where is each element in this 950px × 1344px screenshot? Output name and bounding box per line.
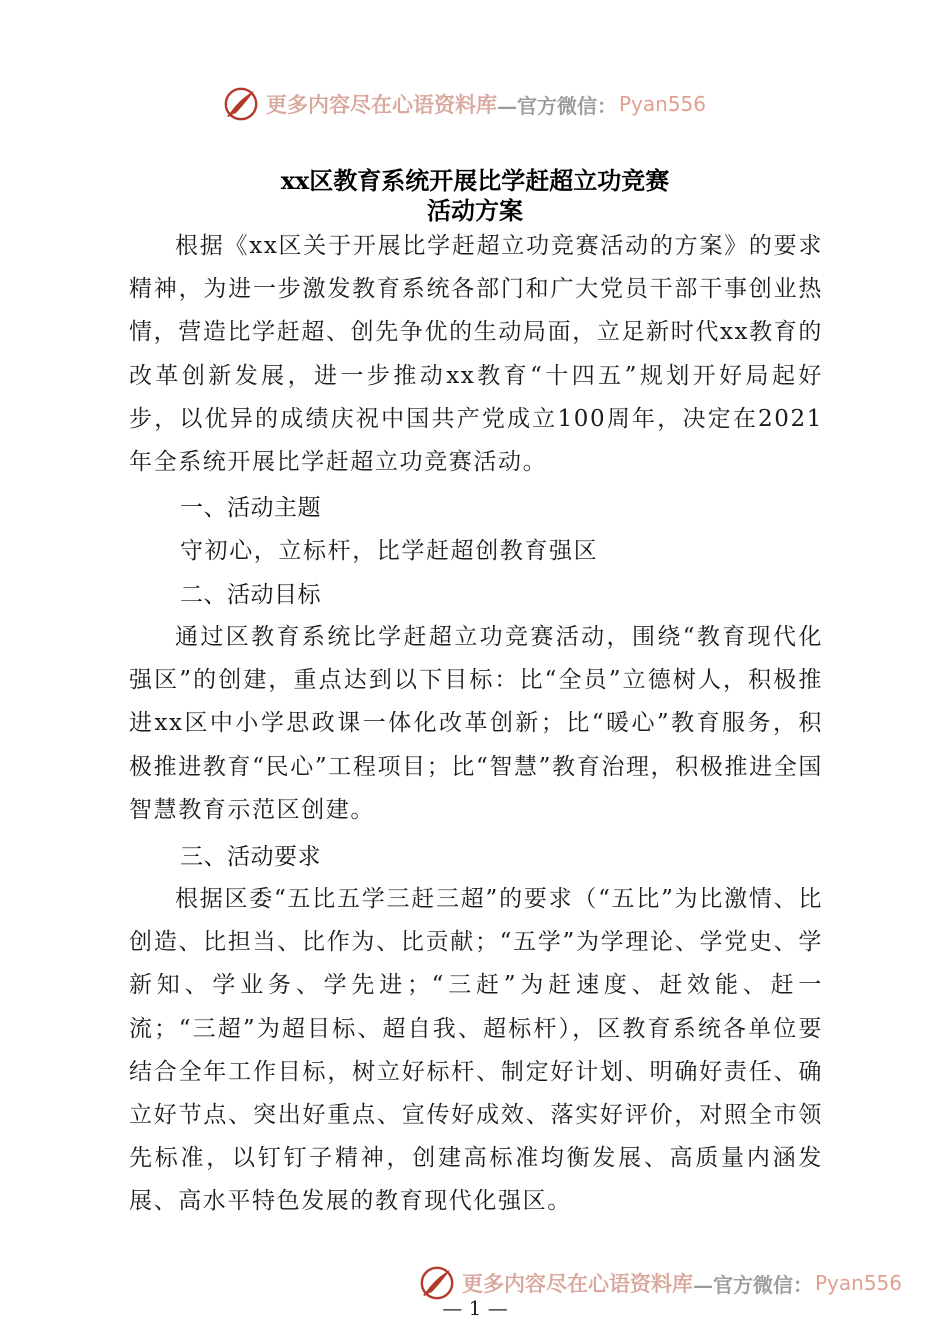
page-number: — 1 — <box>442 1296 508 1320</box>
section2-paragraph: 通过区教育系统比学赶超立功竞赛活动，围绕“教育现代化强区”的创建，重点达到以下目标：比“全员”立德树人，积极推进xx区中小学思政课一体化改革创新；比“暖心”教育服务，积极推进教育“民心”工程项目；比“智慧”教育治理，积极推进全国智慧教育示范区创建。 <box>129 624 823 823</box>
header-watermark <box>222 84 706 124</box>
watermark-wechat-id: Pyan556 <box>815 1271 903 1295</box>
section3-paragraph: 根据区委“五比五学三赶三超”的要求（“五比”为比激情、比创造、比担当、比作为、比贡献；“五学”为学理论、学党史、学新知、学业务、学先进；“三赶”为赶速度、赶效能、赶一流；“三超”为超目标、超自我、超标杆），区教育系统各单位要结合全年工作目标，树立好标杆、制定好计划、明确好责任、确立好节点、突出好重点、宣传好成效、落实好评价，对照全市领先标准，以钉钉子精神，创建高标准均衡发展、高质量内涵发展、高水平特色发展的教育现代化强区。 <box>129 886 823 1215</box>
quill-logo-icon <box>222 85 260 123</box>
document-title-line2: 活动方案 <box>427 196 523 225</box>
intro-paragraph: 根据《xx区关于开展比学赶超立功竞赛活动的方案》的要求精神，为进一步激发教育系统各部门和广大党员干部干事创业热情，营造比学赶超、创先争优的生动局面，立足新时代xx教育的改革创新发展，进一步推动xx教育“十四五”规划开好局起好步，以优异的成绩庆祝中国共产党成立100周年，决定在2021年全系统开展比学赶超立功竞赛活动。 <box>129 233 823 476</box>
watermark-wechat-id: Pyan556 <box>619 92 707 116</box>
watermark-text: 更多内容尽在心语资料库 <box>266 92 497 117</box>
watermark-text: 更多内容尽在心语资料库 <box>462 1271 693 1296</box>
document-title-line1: xx区教育系统开展比学赶超立功竞赛 <box>280 166 670 195</box>
section3-heading: 三、活动要求 <box>180 844 321 870</box>
watermark-sub-text: —官方微信： <box>497 93 617 118</box>
section1-heading: 一、活动主题 <box>180 495 321 521</box>
section1-text: 守初心，立标杆，比学赶超创教育强区 <box>180 538 599 564</box>
watermark-sub-text: —官方微信： <box>693 1272 813 1297</box>
section2-heading: 二、活动目标 <box>180 582 321 608</box>
